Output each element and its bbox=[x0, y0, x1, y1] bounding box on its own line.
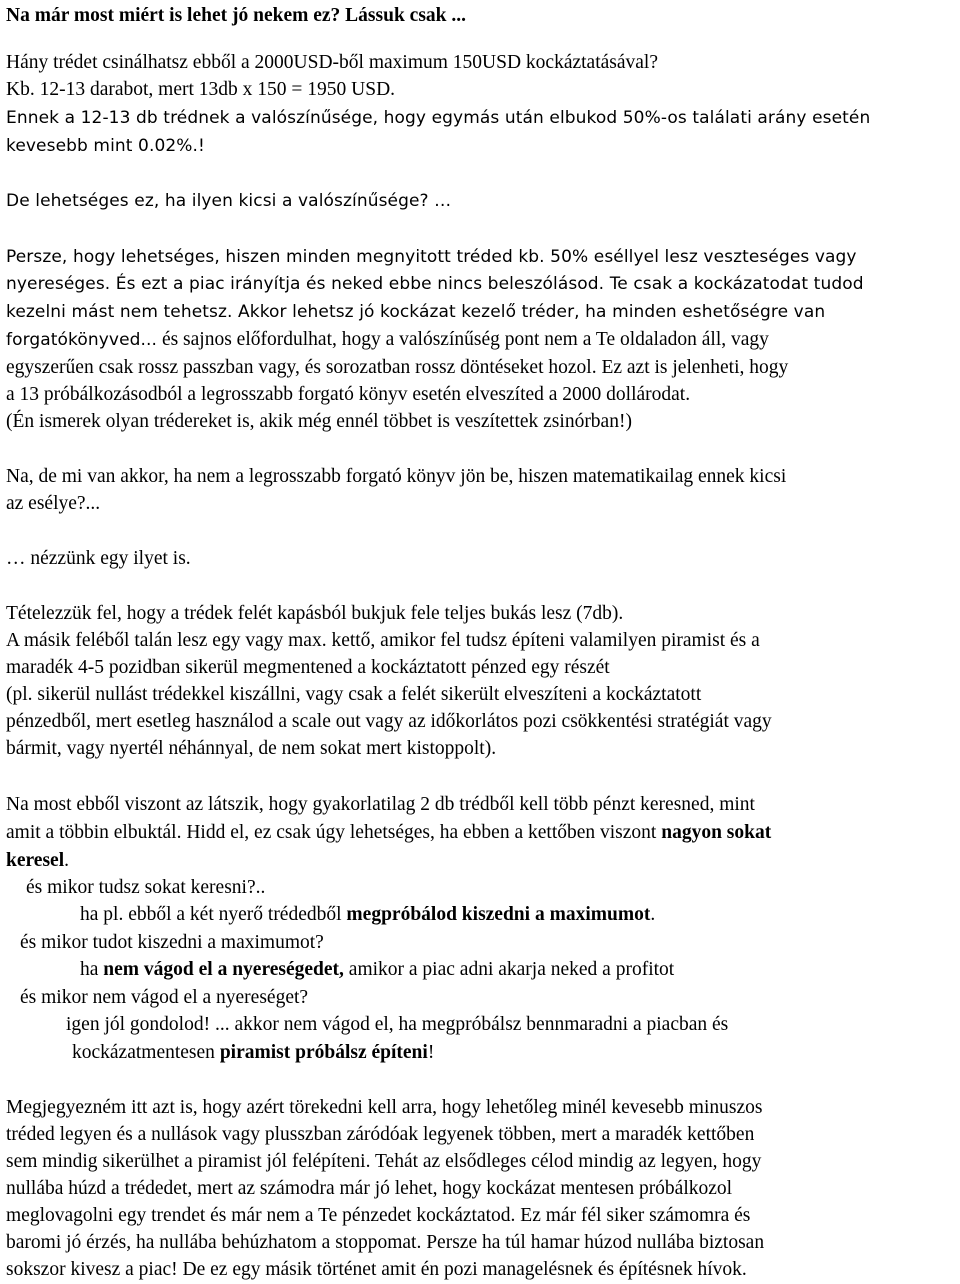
paragraph-5-line-3-end: . bbox=[64, 850, 69, 871]
intro-line-8: kezelni mást nem tehetsz. Akkor lehetsz jó kockázat kezelő tréder, ha minden eshetőségre van bbox=[6, 302, 826, 322]
answer-3-line-2-text: kockázatmentesen bbox=[72, 1042, 220, 1063]
intro-line-6: Persze, hogy lehetséges, hiszen minden megnyitott tréded kb. 50% eséllyel lesz veszteséges vagy bbox=[6, 247, 857, 267]
emphasis-nem-vagod-el: nem vágod el a nyereségedet, bbox=[103, 959, 344, 980]
paragraph-6-line-5: meglovagolni egy trendet és már nem a Te pénzedet kockáztatod. Ez már fél siker számomra és bbox=[6, 1205, 751, 1226]
paragraph-4-line-3: maradék 4-5 pozidban sikerül megmentened a kockáztatott pénzed egy részét bbox=[6, 657, 610, 678]
paragraph-5-line-2 bbox=[6, 819, 771, 846]
intro-line-1: Hány trédet csinálhatsz ebből a 2000USD-ből maximum 150USD kockáztatásával? bbox=[6, 52, 658, 73]
answer-1 bbox=[80, 901, 655, 928]
intro-line-9: forgatókönyved... bbox=[6, 330, 158, 350]
paragraph-1-line-1 bbox=[6, 326, 769, 354]
paragraph-2-line-2: az esélye?... bbox=[6, 493, 101, 514]
paragraph-1-line-3: a 13 próbálkozásodból a legrosszabb forgató könyv esetén elveszíted a 2000 dollárodat. bbox=[6, 384, 691, 405]
paragraph-1-line-1-rest: és sajnos előfordulhat, hogy a valószínűség pont nem a Te oldaladon áll, vagy bbox=[157, 329, 769, 350]
paragraph-6-line-7: sokszor kivesz a piac! De ez egy másik történet amit én pozi managelésnek és építésnek hívok. bbox=[6, 1259, 747, 1280]
answer-1-end: . bbox=[650, 904, 656, 925]
paragraph-1-line-4: (Én ismerek olyan trédereket is, akik még ennél többet is veszítettek zsinórban!) bbox=[6, 411, 632, 432]
question-1: és mikor tudsz sokat keresni?.. bbox=[26, 877, 266, 898]
paragraph-3-line-1: … nézzünk egy ilyet is. bbox=[6, 548, 191, 569]
paragraph-4-line-4: (pl. sikerül nullást trédekkel kiszállni, vagy csak a felét sikerült elveszíteni a kockáztatott bbox=[6, 684, 702, 705]
question-3: és mikor nem vágod el a nyereséget? bbox=[20, 987, 309, 1008]
page-title: Na már most miért is lehet jó nekem ez? Lássuk csak ... bbox=[6, 5, 467, 26]
question-2: és mikor tudot kiszedni a maximumot? bbox=[20, 932, 324, 953]
paragraph-4-line-1: Tételezzük fel, hogy a trédek felét kapásból bukjuk fele teljes bukás lesz (7db). bbox=[6, 603, 624, 624]
paragraph-4-line-6: bármit, vagy nyertél néhánnyal, de nem sokat mert kistoppolt). bbox=[6, 738, 497, 759]
intro-line-5: De lehetséges ez, ha ilyen kicsi a valószínűsége? … bbox=[6, 191, 452, 211]
paragraph-4-line-5: pénzedből, mert esetleg használod a scale out vagy az időkorlátos pozi csökkentési stratégiát vagy bbox=[6, 711, 772, 732]
answer-3-line-1: igen jól gondolod! ... akkor nem vágod el, ha megpróbálsz bennmaradni a piacban és bbox=[66, 1014, 729, 1035]
emphasis-keresel: keresel bbox=[6, 850, 65, 871]
answer-2-rest: amikor a piac adni akarja neked a profitot bbox=[343, 959, 675, 980]
paragraph-6-line-4: nullába húzd a trédedet, mert az számodra már jó lehet, hogy kockázat mentesen próbálkozol bbox=[6, 1178, 733, 1199]
paragraph-6-line-6: baromi jó érzés, ha nullába behúzhatom a stoppomat. Persze ha túl hamar húzod nullába biztosan bbox=[6, 1232, 765, 1253]
emphasis-nagyon-sokat: nagyon sokat bbox=[661, 822, 772, 843]
paragraph-2-line-1: Na, de mi van akkor, ha nem a legrosszabb forgató könyv jön be, hiszen matematikailag ennek kicsi bbox=[6, 466, 787, 487]
paragraph-6-line-2: tréded legyen és a nullások vagy plusszban záródóak legyenek többen, mert a maradék kettőben bbox=[6, 1124, 755, 1145]
answer-3-line-2 bbox=[72, 1039, 434, 1066]
intro-line-7: nyereséges. És ezt a piac irányítja és neked ebbe nincs beleszólásod. Te csak a kockázatodat tudod bbox=[6, 274, 864, 294]
paragraph-6-line-1: Megjegyezném itt azt is, hogy azért törekedni kell arra, hogy lehetőleg minél kevesebb minuszos bbox=[6, 1097, 763, 1118]
answer-3-line-2-end: ! bbox=[427, 1042, 435, 1063]
answer-1-text: ha pl. ebből a két nyerő trédedből bbox=[80, 904, 347, 925]
paragraph-6-line-3: sem mindig sikerülhet a piramist jól felépíteni. Tehát az elsődleges célod mindig az legyen, hogy bbox=[6, 1151, 762, 1172]
intro-line-3: Ennek a 12-13 db trédnek a valószínűsége, hogy egymás után elbukod 50%-os találati arány esetén bbox=[6, 108, 871, 128]
paragraph-5-line-3 bbox=[6, 847, 69, 874]
emphasis-piramist: piramist próbálsz építeni bbox=[219, 1042, 428, 1063]
paragraph-5-line-1: Na most ebből viszont az látszik, hogy gyakorlatilag 2 db trédből kell több pénzt keresned, mint bbox=[6, 794, 755, 815]
paragraph-4-line-2: A másik feléből talán lesz egy vagy max. kettő, amikor fel tudsz építeni valamilyen piramist és a bbox=[6, 630, 760, 651]
paragraph-1-line-2: egyszerűen csak rossz passzban vagy, és sorozatban rossz döntéseket hozol. Ez azt is jelenheti, hogy bbox=[6, 357, 789, 378]
emphasis-maximum: megpróbálod kiszedni a maximumot bbox=[346, 904, 651, 925]
intro-line-4: kevesebb mint 0.02%.! bbox=[6, 136, 205, 156]
paragraph-5-line-2-text: amit a többin elbuktál. Hidd el, ez csak úgy lehetséges, ha ebben a kettőben viszont bbox=[6, 822, 662, 843]
intro-line-2: Kb. 12-13 darabot, mert 13db x 150 = 1950 USD. bbox=[6, 79, 396, 100]
answer-2 bbox=[80, 956, 674, 983]
answer-2-start: ha bbox=[80, 959, 104, 980]
